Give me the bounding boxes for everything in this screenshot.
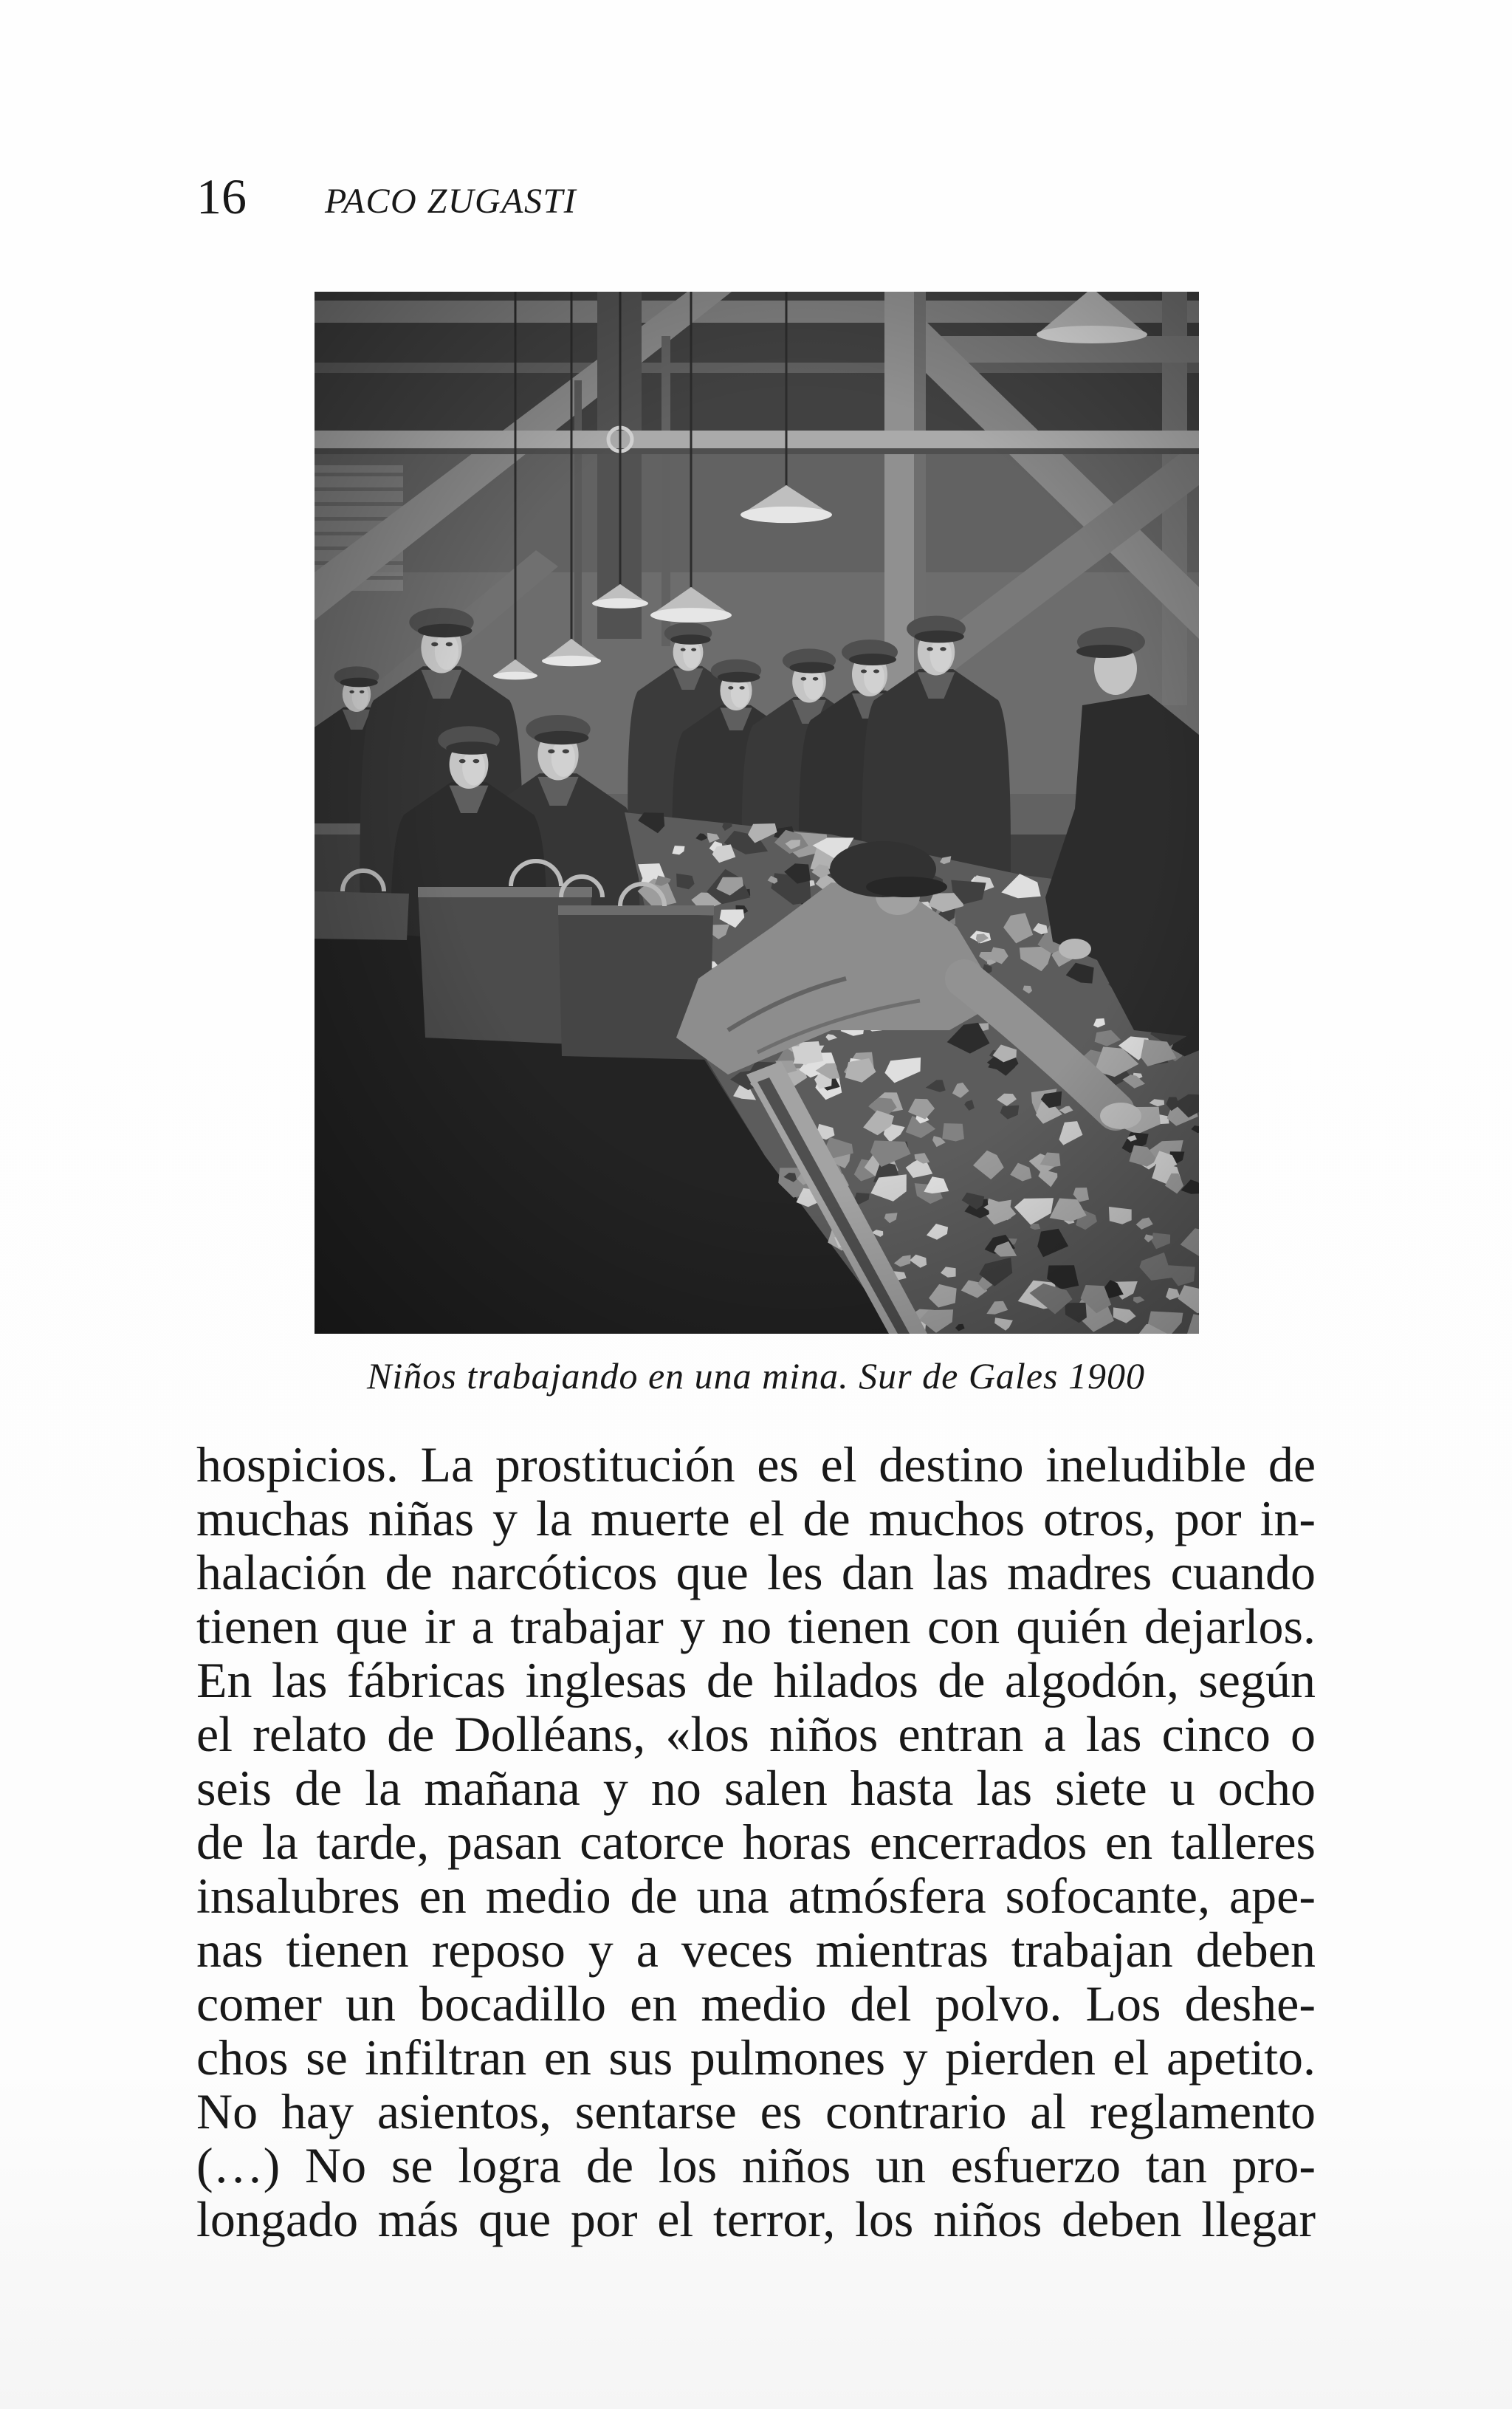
running-header-author: PACO ZUGASTI bbox=[325, 182, 577, 221]
text-line: insalubres en medio de una atmósfera sofocante, ape- bbox=[196, 1868, 1316, 1924]
photograph-image bbox=[315, 292, 1199, 1334]
text-line: (…) No se logra de los niños un esfuerzo tan pro- bbox=[196, 2137, 1316, 2193]
text-line: No hay asientos, sentarse es contrario al reglamento bbox=[196, 2083, 1316, 2139]
text-line: chos se infiltran en sus pulmones y pierden el apetito. bbox=[196, 2029, 1316, 2086]
text-line: longado más que por el terror, los niños deben llegar bbox=[196, 2191, 1316, 2247]
text-line: hospicios. La prostitución es el destino ineludible de bbox=[196, 1436, 1316, 1493]
text-line: el relato de Dolléans, «los niños entran a las cinco o bbox=[196, 1706, 1316, 1762]
text-line: En las fábricas inglesas de hilados de algodón, según bbox=[196, 1652, 1316, 1708]
page-number: 16 bbox=[196, 168, 247, 225]
body-text bbox=[196, 1438, 1316, 2247]
photo-tone bbox=[315, 292, 1199, 1334]
text-line: muchas niñas y la muerte el de muchos otros, por in- bbox=[196, 1490, 1316, 1546]
text-line: de la tarde, pasan catorce horas encerrados en talleres bbox=[196, 1814, 1316, 1870]
figure-caption: Niños trabajando en una mina. Sur de Gales 1900 bbox=[367, 1355, 1145, 1397]
text-line: halación de narcóticos que les dan las madres cuando bbox=[196, 1544, 1316, 1600]
text-line: comer un bocadillo en medio del polvo. Los deshe- bbox=[196, 1975, 1316, 2032]
text-line: nas tienen reposo y a veces mientras trabajan deben bbox=[196, 1922, 1316, 1978]
photograph bbox=[315, 292, 1199, 1334]
text-line: seis de la mañana y no salen hasta las siete u ocho bbox=[196, 1760, 1316, 1816]
text-line: tienen que ir a trabajar y no tienen con quién dejarlos. bbox=[196, 1598, 1316, 1654]
